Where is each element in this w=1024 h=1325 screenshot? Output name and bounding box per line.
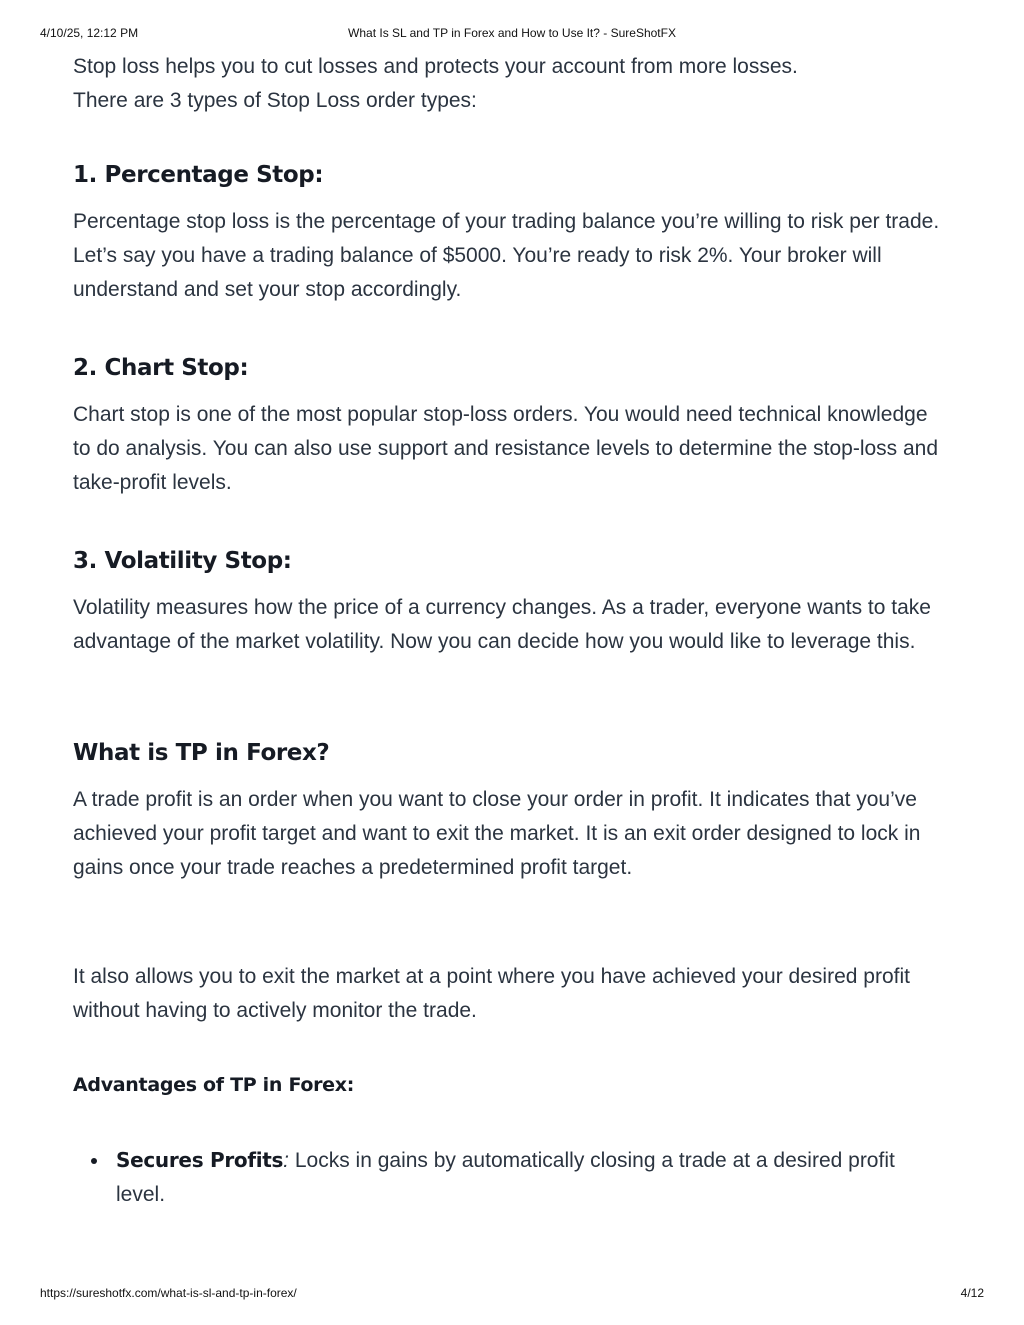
tp-section	[73, 738, 948, 768]
advantages-list	[73, 1143, 948, 1212]
section-percentage-stop-body	[73, 205, 948, 308]
print-datetime: 4/10/25, 12:12 PM	[40, 26, 139, 40]
section-body: Volatility measures how the price of a currency changes. As a trader, everyone wants to take advantage of the market volatility. Now you can decide how you would like to leverage this.	[73, 596, 931, 654]
section-heading: 3. Volatility Stop:	[73, 548, 292, 574]
list-item	[73, 1143, 948, 1212]
advantages-list-wrap	[73, 1143, 948, 1212]
section-chart-stop	[73, 353, 948, 383]
section-chart-stop-body	[73, 398, 948, 501]
advantages-heading: Advantages of TP in Forex:	[73, 1074, 355, 1096]
intro-line-1: Stop loss helps you to cut losses and protects your account from more losses.	[73, 55, 798, 78]
intro	[73, 50, 948, 118]
section-volatility-stop-body	[73, 591, 948, 659]
section-volatility-stop	[73, 546, 948, 576]
bullet-icon	[91, 1158, 97, 1164]
section-heading: 2. Chart Stop:	[73, 355, 249, 381]
section-heading: 1. Percentage Stop:	[73, 162, 324, 188]
tp-heading: What is TP in Forex?	[73, 740, 330, 766]
print-page-title: What Is SL and TP in Forex and How to Use It? - SureShotFX	[348, 26, 676, 40]
tp-paragraph-2-wrap	[73, 960, 948, 1028]
advantage-text: Locks in gains by automatically closing a trade at a desired profit level.	[116, 1149, 895, 1207]
print-footer	[40, 1286, 984, 1300]
section-body: Chart stop is one of the most popular stop-loss orders. You would need technical knowledge to do analysis. You can also use support and resistance levels to determine the stop-loss and take-profit levels.	[73, 403, 939, 495]
page-url: https://sureshotfx.com/what-is-sl-and-tp-in-forex/	[40, 1286, 297, 1300]
advantages-heading-wrap	[73, 1072, 948, 1098]
section-percentage-stop	[73, 160, 948, 190]
section-body: Percentage stop loss is the percentage of your trading balance you’re willing to risk per trade. Let’s say you have a trading balance of $5000. You’re ready to risk 2%. Your broker will understand and set your stop accordingly.	[73, 210, 940, 302]
advantage-title: Secures Profits	[116, 1148, 284, 1172]
advantage-colon: :	[283, 1149, 289, 1172]
intro-line-2: There are 3 types of Stop Loss order types:	[73, 89, 477, 113]
tp-paragraph-1-wrap	[73, 783, 948, 886]
page-number: 4/12	[960, 1286, 984, 1300]
tp-paragraph-1: A trade profit is an order when you want to close your order in profit. It indicates that you’ve achieved your profit target and want to exit the market. It is an exit order designed to lock in gains once your trade reaches a predetermined profit target.	[73, 788, 921, 880]
print-header	[40, 26, 984, 40]
tp-paragraph-2: It also allows you to exit the market at a point where you have achieved your desired profit without having to actively monitor the trade.	[73, 965, 910, 1023]
